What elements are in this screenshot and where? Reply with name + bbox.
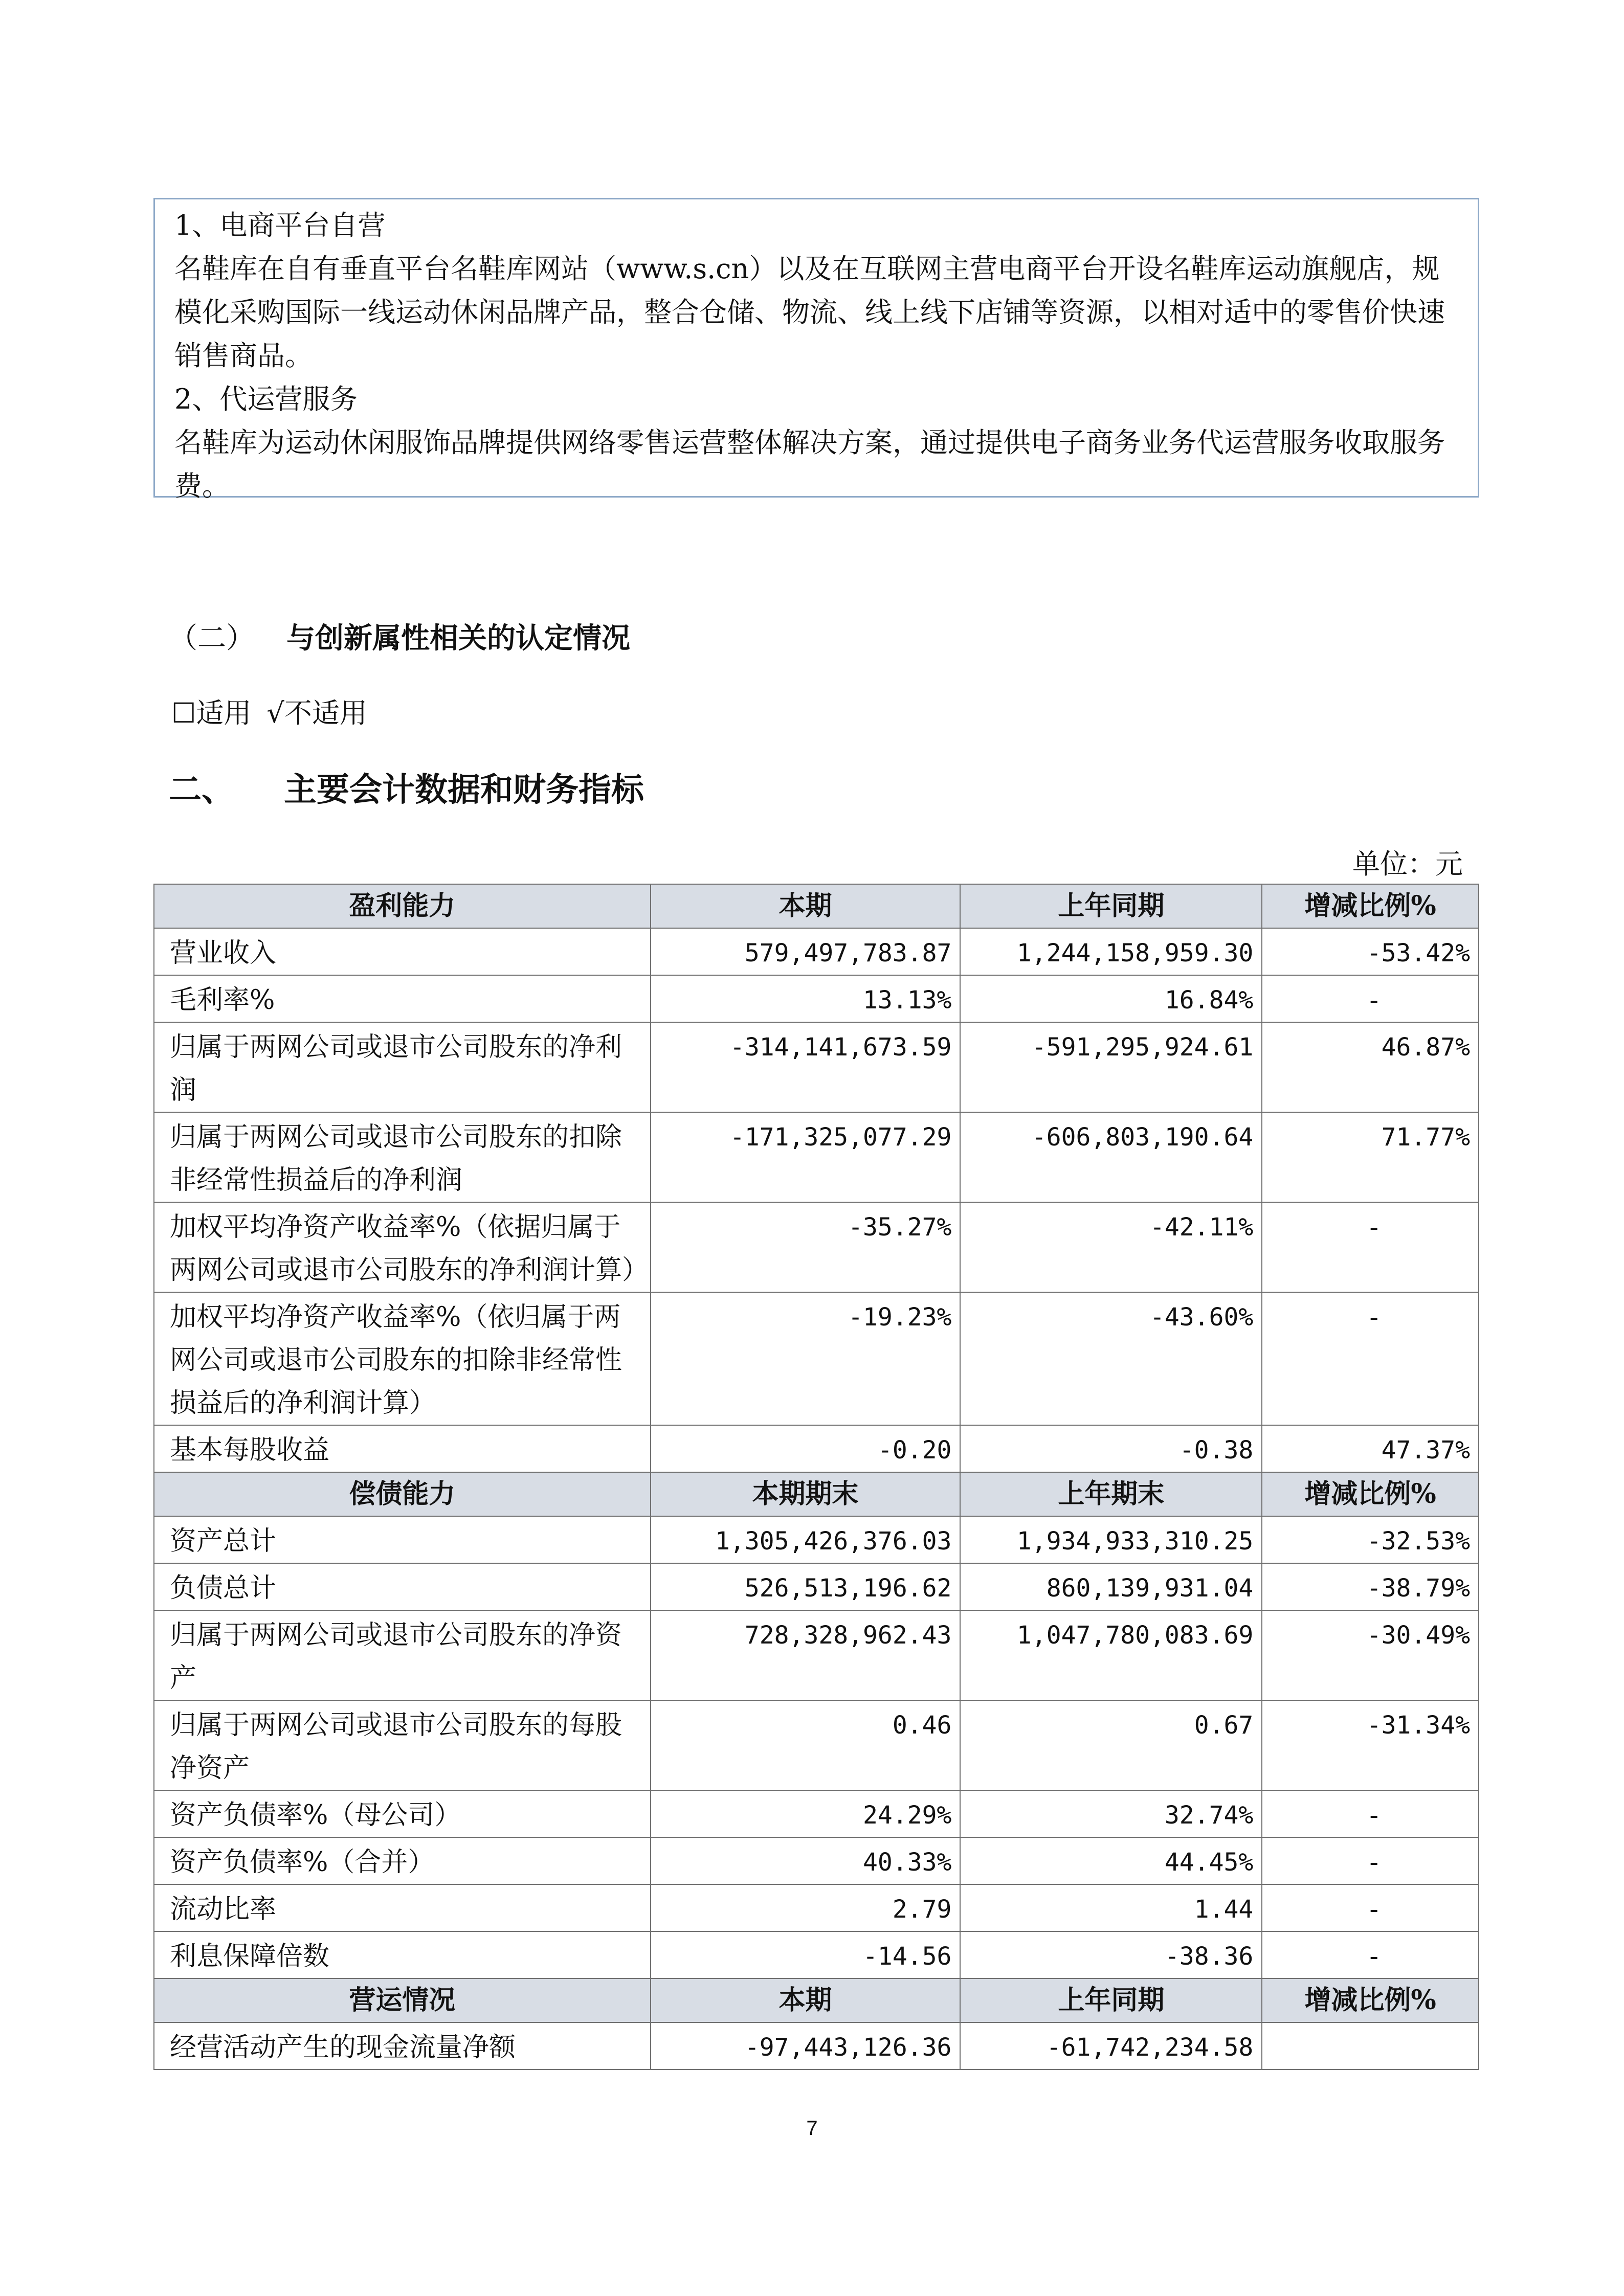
item1-body: 名鞋库在自有垂直平台名鞋库网站（www.s.cn）以及在互联网主营电商平台开设名鞋库运动旗舰店，规模化采购国际一线运动休闲品牌产品，整合仓储、物流、线上线下店铺等资源，以相对适中的零售价快速销售商品。 (174, 253, 1445, 372)
change-value (1262, 2022, 1479, 2069)
current-value: 526,513,196.62 (651, 1563, 961, 1610)
change-value: - (1262, 1837, 1479, 1884)
change-value: -53.42% (1262, 928, 1479, 975)
row-label: 营业收入 (154, 928, 651, 975)
row-label: 负债总计 (154, 1563, 651, 1610)
section-number: （二） (169, 622, 255, 655)
table-row (154, 1563, 1479, 1610)
change-value: - (1262, 975, 1479, 1022)
row-label: 经营活动产生的现金流量净额 (154, 2022, 651, 2069)
row-label: 资产总计 (154, 1516, 651, 1563)
current-value: 24.29% (651, 1790, 961, 1837)
change-value: 47.37% (1262, 1425, 1479, 1472)
header-cell: 增减比例% (1262, 1978, 1479, 2022)
prior-value: -43.60% (960, 1292, 1262, 1425)
change-value: - (1262, 1931, 1479, 1978)
option-applicable: ☐适用 (171, 697, 252, 729)
current-value: -97,443,126.36 (651, 2022, 961, 2069)
table-row (154, 1884, 1479, 1931)
option-not-applicable: √不适用 (266, 697, 367, 729)
current-value: 40.33% (651, 1837, 961, 1884)
header-cell: 上年期末 (960, 1472, 1262, 1516)
row-label: 加权平均净资产收益率%（依据归属于两网公司或退市公司股东的净利润计算） (154, 1202, 651, 1292)
change-value: 46.87% (1262, 1022, 1479, 1112)
section-number: 二、 (169, 771, 234, 809)
prior-value: 32.74% (960, 1790, 1262, 1837)
business-model-box (153, 198, 1479, 502)
header-cell: 增减比例% (1262, 884, 1479, 928)
row-label: 基本每股收益 (154, 1425, 651, 1472)
prior-value: 1.44 (960, 1884, 1262, 1931)
header-cell: 上年同期 (960, 1978, 1262, 2022)
change-value: -32.53% (1262, 1516, 1479, 1563)
current-value: 1,305,426,376.03 (651, 1516, 961, 1563)
prior-value: -591,295,924.61 (960, 1022, 1262, 1112)
header-cell: 本期期末 (651, 1472, 961, 1516)
current-value: -0.20 (651, 1425, 961, 1472)
section-heading-innovation (169, 618, 630, 659)
header-cell: 本期 (651, 884, 961, 928)
applicability-options (171, 693, 367, 734)
header-cell: 本期 (651, 1978, 961, 2022)
row-label: 资产负债率%（合并） (154, 1837, 651, 1884)
section-heading-financial (169, 767, 644, 813)
table-row (154, 1292, 1479, 1425)
table-row (154, 1837, 1479, 1884)
prior-value: 1,244,158,959.30 (960, 928, 1262, 975)
prior-value: 16.84% (960, 975, 1262, 1022)
header-cell: 增减比例% (1262, 1472, 1479, 1516)
row-label: 归属于两网公司或退市公司股东的净利润 (154, 1022, 651, 1112)
table-row (154, 1022, 1479, 1112)
page-number: 7 (806, 2117, 818, 2140)
change-value: - (1262, 1790, 1479, 1837)
row-label: 流动比率 (154, 1884, 651, 1931)
row-label: 归属于两网公司或退市公司股东的扣除非经常性损益后的净利润 (154, 1112, 651, 1202)
table-row (154, 1202, 1479, 1292)
current-value: -314,141,673.59 (651, 1022, 961, 1112)
current-value: 0.46 (651, 1700, 961, 1790)
current-value: 13.13% (651, 975, 961, 1022)
current-value: -35.27% (651, 1202, 961, 1292)
item1-title: 1、电商平台自营 (174, 209, 386, 241)
table-header-row (154, 1472, 1479, 1516)
change-value: - (1262, 1292, 1479, 1425)
row-label: 归属于两网公司或退市公司股东的每股净资产 (154, 1700, 651, 1790)
change-value: 71.77% (1262, 1112, 1479, 1202)
current-value: -19.23% (651, 1292, 961, 1425)
prior-value: 1,047,780,083.69 (960, 1610, 1262, 1700)
table-row (154, 1700, 1479, 1790)
row-label: 归属于两网公司或退市公司股东的净资产 (154, 1610, 651, 1700)
current-value: 728,328,962.43 (651, 1610, 961, 1700)
table-header-row (154, 884, 1479, 928)
financial-indicators-table (153, 884, 1479, 2070)
prior-value: 1,934,933,310.25 (960, 1516, 1262, 1563)
header-cell: 偿债能力 (154, 1472, 651, 1516)
change-value: -31.34% (1262, 1700, 1479, 1790)
table-row (154, 2022, 1479, 2069)
prior-value: 44.45% (960, 1837, 1262, 1884)
change-value: -30.49% (1262, 1610, 1479, 1700)
row-label: 加权平均净资产收益率%（依归属于两网公司或退市公司股东的扣除非经常性损益后的净利润计算） (154, 1292, 651, 1425)
section-title: 与创新属性相关的认定情况 (286, 621, 630, 655)
prior-value: -42.11% (960, 1202, 1262, 1292)
current-value: -171,325,077.29 (651, 1112, 961, 1202)
row-label: 毛利率% (154, 975, 651, 1022)
table-row (154, 1790, 1479, 1837)
table-row (154, 975, 1479, 1022)
header-cell: 盈利能力 (154, 884, 651, 928)
prior-value: 860,139,931.04 (960, 1563, 1262, 1610)
header-cell: 上年同期 (960, 884, 1262, 928)
header-cell: 营运情况 (154, 1978, 651, 2022)
table-row (154, 1112, 1479, 1202)
change-value: - (1262, 1202, 1479, 1292)
prior-value: -61,742,234.58 (960, 2022, 1262, 2069)
table-header-row (154, 1978, 1479, 2022)
prior-value: 0.67 (960, 1700, 1262, 1790)
current-value: 579,497,783.87 (651, 928, 961, 975)
row-label: 利息保障倍数 (154, 1931, 651, 1978)
prior-value: -0.38 (960, 1425, 1262, 1472)
table-row (154, 1931, 1479, 1978)
table-row (154, 928, 1479, 975)
item2-body: 名鞋库为运动休闲服饰品牌提供网络零售运营整体解决方案，通过提供电子商务业务代运营服务收取服务费。 (174, 426, 1445, 502)
row-label: 资产负债率%（母公司） (154, 1790, 651, 1837)
unit-label: 单位：元 (1352, 848, 1463, 880)
current-value: -14.56 (651, 1931, 961, 1978)
current-value: 2.79 (651, 1884, 961, 1931)
section-title: 主要会计数据和财务指标 (284, 771, 644, 809)
change-value: - (1262, 1884, 1479, 1931)
prior-value: -606,803,190.64 (960, 1112, 1262, 1202)
table-row (154, 1516, 1479, 1563)
table-row (154, 1425, 1479, 1472)
change-value: -38.79% (1262, 1563, 1479, 1610)
item2-title: 2、代运营服务 (174, 383, 358, 415)
table-row (154, 1610, 1479, 1700)
prior-value: -38.36 (960, 1931, 1262, 1978)
